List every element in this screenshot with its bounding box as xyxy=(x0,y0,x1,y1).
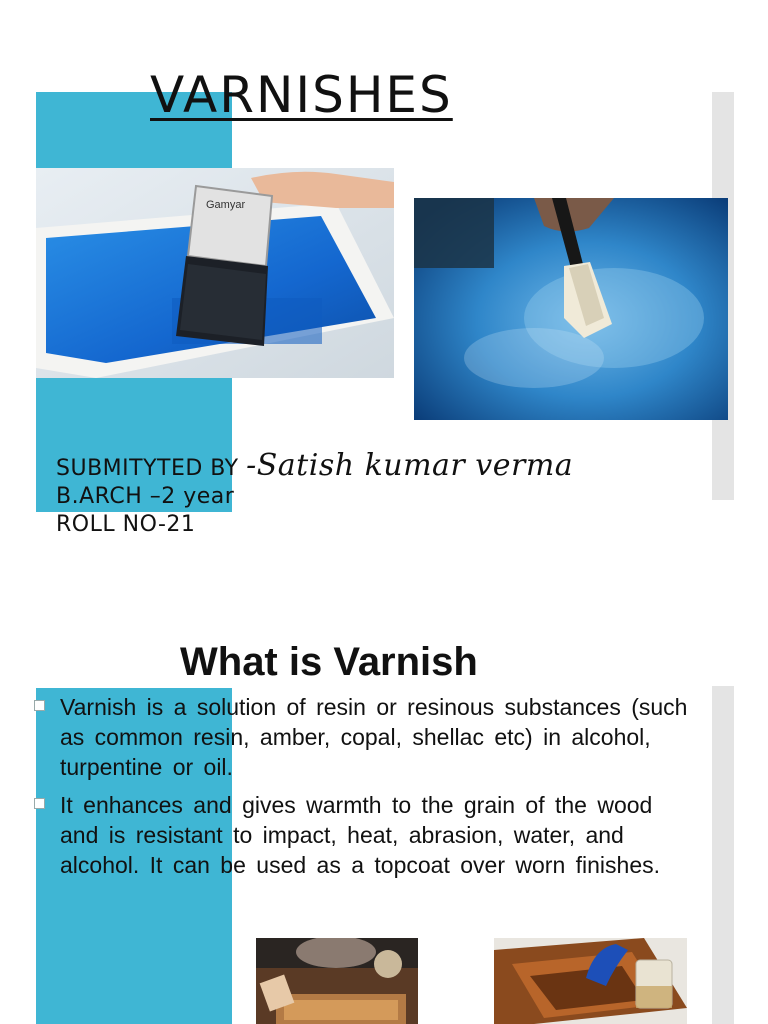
credits xyxy=(56,448,716,548)
submitter-name: -Satish kumar verma xyxy=(246,448,574,483)
bullet-text: It enhances and gives warmth to the grain of the wood and is resistant to impact, heat, abrasion, water, and alcohol. It can be used as a topcoat over worn finishes. xyxy=(60,792,660,878)
bullet-item xyxy=(34,692,694,782)
brush-brand-text xyxy=(206,199,245,211)
submitted-by-line xyxy=(56,448,573,483)
bullet-list xyxy=(34,692,694,880)
bullet-item xyxy=(34,790,694,880)
bullet-text: Varnish is a solution of resin or resinous substances (such as common resin, amber, copal, shellac etc) in alcohol, turpentine or oil. xyxy=(60,694,688,780)
submitted-by-label: SUBMITYTED BY xyxy=(56,456,239,481)
slide-what-is-varnish xyxy=(0,600,768,1024)
slide-title: VARNISHES xyxy=(150,66,453,124)
svg-text:Gamyar: Gamyar xyxy=(206,199,246,211)
slide-title: What is Varnish xyxy=(180,640,478,684)
blue-varnish-illustration xyxy=(414,198,728,420)
cabinet-varnish-photo xyxy=(256,938,418,1024)
bullet-marker-icon xyxy=(34,700,45,711)
varnish-brush-photo xyxy=(36,168,394,378)
cabinet-varnish-illustration xyxy=(256,938,418,1024)
roll-number-line: ROLL NO-21 xyxy=(56,512,196,537)
varnish-brush-illustration xyxy=(36,168,394,378)
frame-varnish-photo xyxy=(494,938,687,1024)
frame-varnish-illustration xyxy=(494,938,687,1024)
blue-varnish-photo xyxy=(414,198,728,420)
bullet-marker-icon xyxy=(34,798,45,809)
side-bar xyxy=(712,686,734,1024)
course-line: B.ARCH –2 year xyxy=(56,484,235,509)
